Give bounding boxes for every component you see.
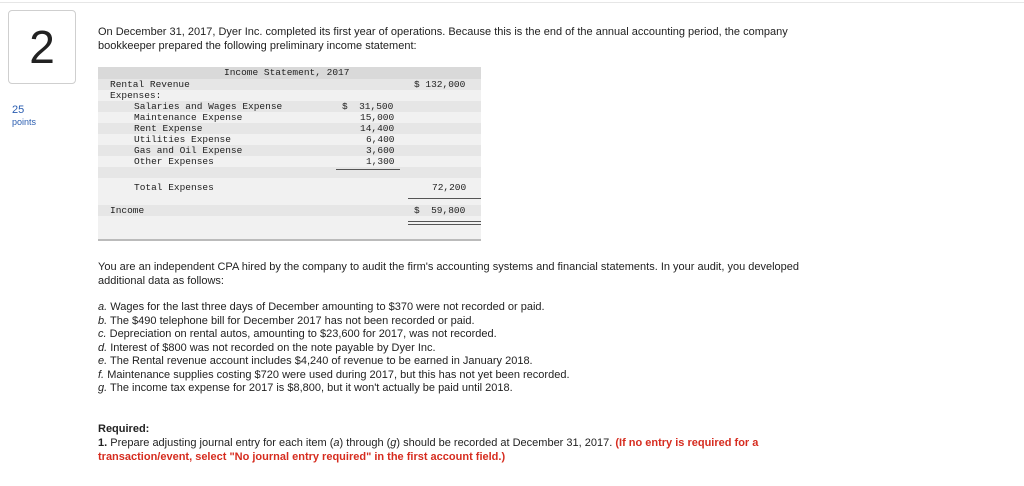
question-number-box: [8, 10, 76, 84]
income-double-underline-2: [408, 224, 481, 225]
list-item: d. Interest of $800 was not recorded on the note payable by Dyer Inc.: [98, 341, 436, 354]
expense-amount: $ 31,500: [342, 101, 394, 112]
statement-title: Income Statement, 2017: [224, 67, 350, 78]
list-item: g. The income tax expense for 2017 is $8,800, but it won't actually be paid until 2018.: [98, 382, 513, 394]
expense-amount: 15,000: [360, 112, 395, 123]
additional-data-intro: You are an independent CPA hired by the company to audit the firm's accounting systems and financial statements. In your audit, you developed additional data as follows:: [98, 261, 800, 287]
expense-label: Gas and Oil Expense: [134, 145, 243, 156]
expense-amount: 6,400: [366, 134, 395, 145]
list-item: a. Wages for the last three days of December amounting to $370 were not recorded or paid.: [98, 301, 545, 313]
expense-label: Salaries and Wages Expense: [134, 101, 283, 112]
list-item: c. Depreciation on rental autos, amounting to $23,600 for 2017, was not recorded.: [98, 328, 497, 340]
expense-label: Other Expenses: [134, 156, 214, 167]
required-section: [98, 422, 818, 464]
rental-revenue-label: Rental Revenue: [110, 79, 190, 90]
list-item: f. Maintenance supplies costing $720 were used during 2017, but this has not yet been recorded.: [98, 368, 570, 381]
expense-amount: 14,400: [360, 123, 395, 134]
rental-revenue-amount: $ 132,000: [414, 79, 466, 90]
question-number: 2: [29, 21, 55, 73]
income-amount: $ 59,800: [414, 205, 466, 216]
expense-label: Rent Expense: [134, 123, 203, 134]
expense-label: Utilities Expense: [134, 134, 231, 145]
required-heading: Required:: [98, 423, 150, 435]
income-label: Income: [110, 205, 145, 216]
total-expenses-label: Total Expenses: [134, 182, 214, 193]
expense-amount: 1,300: [366, 156, 395, 167]
list-item: b. The $490 telephone bill for December 2017 has not been recorded or paid.: [98, 314, 475, 327]
total-expenses-amount: 72,200: [432, 182, 467, 193]
statement-header: [98, 67, 481, 79]
income-double-underline-1: [408, 221, 481, 222]
expense-label: Maintenance Expense: [134, 112, 243, 123]
expenses-underline: [336, 169, 400, 170]
total-underline: [408, 198, 481, 199]
points-label: points: [12, 117, 37, 127]
top-divider: [0, 2, 1024, 3]
required-item: 1. Prepare adjusting journal entry for each item (a) through (g) should be recorded at December 31, 2017. (If no entry is required for a transaction/event, select "No journal entry required" in the first account field.): [98, 437, 759, 463]
intro-text: On December 31, 2017, Dyer Inc. completed its first year of operations. Because this is the end of the annual accounting period, the company bookkeeper prepared the following preliminary income statement:: [98, 26, 788, 52]
statement-bottom-rule: [98, 239, 481, 241]
points-value: 25: [12, 104, 25, 116]
additional-data-list: [98, 301, 570, 396]
income-statement: [98, 67, 481, 241]
list-item: e. The Rental revenue account includes $4,240 of revenue to be earned in January 2018.: [98, 355, 533, 367]
expense-amount: 3,600: [366, 145, 395, 156]
expenses-label: Expenses:: [110, 90, 162, 101]
required-note: (If no entry is required for a transaction/event, select "No journal entry required" in the first account field.): [98, 437, 759, 463]
